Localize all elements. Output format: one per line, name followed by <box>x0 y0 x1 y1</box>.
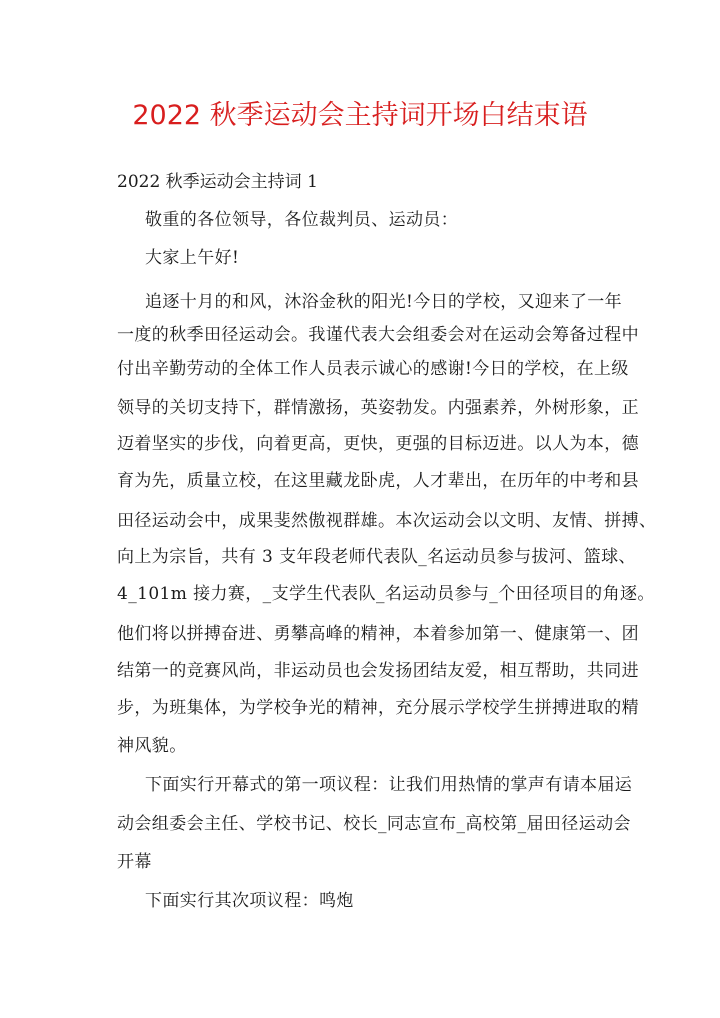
paragraph1-line: 向上为宗旨，共有 3 支年段老师代表队_名运动员参与拔河、篮球、 <box>117 547 636 567</box>
paragraph1-line: 步，为班集体，为学校争光的精神，充分展示学校学生拼搏进取的精 <box>117 698 639 718</box>
greeting-line: 敬重的各位领导，各位裁判员、运动员： <box>145 210 459 230</box>
paragraph2-line: 下面实行开幕式的第一项议程：让我们用热情的掌声有请本届运 <box>145 775 633 795</box>
paragraph1-line: 田径运动会中，成果斐然傲视群雄。本次运动会以文明、友情、拼搏、 <box>117 511 657 531</box>
paragraph1-line: 追逐十月的和风，沐浴金秋的阳光!今日的学校，又迎来了一年 <box>145 292 623 312</box>
paragraph3-line: 下面实行其次项议程：鸣炮 <box>145 891 354 911</box>
paragraph1-line: 结第一的竞赛风尚，非运动员也会发扬团结友爱，相互帮助，共同进 <box>117 661 639 681</box>
paragraph1-line: 他们将以拼搏奋进、勇攀高峰的精神，本着参加第一、健康第一、团 <box>117 624 639 644</box>
paragraph2-line: 动会组委会主任、学校书记、校长_同志宣布_高校第_届田径运动会 <box>117 814 631 834</box>
paragraph1-line: 一度的秋季田径运动会。我谨代表大会组委会对在运动会筹备过程中 <box>117 325 639 345</box>
paragraph1-line: 付出辛勤劳动的全体工作人员表示诚心的感谢!今日的学校，在上级 <box>117 359 629 379</box>
paragraph1-line: 神风貌。 <box>117 736 187 756</box>
salutation-line: 大家上午好! <box>145 248 240 268</box>
paragraph1-line: 育为先，质量立校，在这里藏龙卧虎，人才辈出，在历年的中考和县 <box>117 471 639 491</box>
paragraph1-line: 4_101m 接力赛，_支学生代表队_名运动员参与_个田径项目的角逐。 <box>117 584 655 604</box>
paragraph1-line: 领导的关切支持下，群情激扬，英姿勃发。内强素养，外树形象，正 <box>117 398 639 418</box>
section-heading: 2022 秋季运动会主持词 1 <box>117 172 318 192</box>
paragraph1-line: 迈着坚实的步伐，向着更高，更快，更强的目标迈进。以人为本，德 <box>117 434 639 454</box>
paragraph2-line: 开幕 <box>117 852 152 872</box>
document-title: 2022 秋季运动会主持词开场白结束语 <box>132 100 588 131</box>
